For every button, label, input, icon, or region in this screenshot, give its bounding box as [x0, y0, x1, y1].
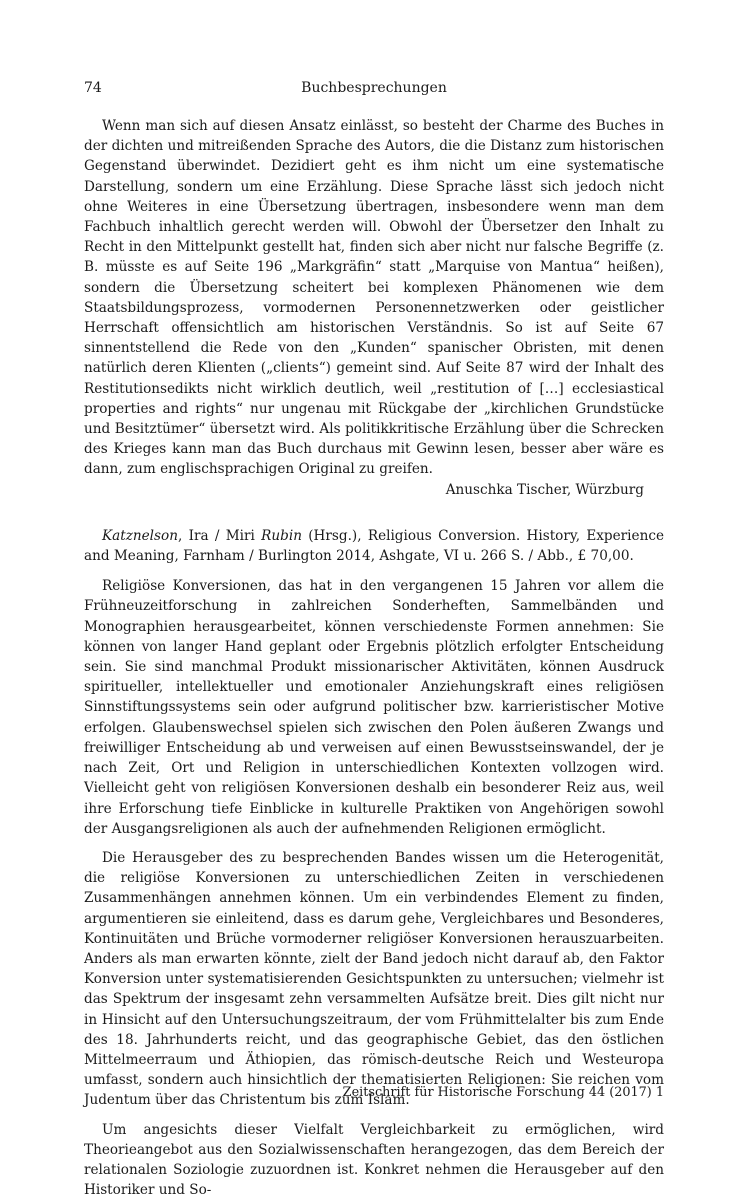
review-tischer: [84, 116, 664, 500]
book-citation: [84, 526, 664, 566]
running-title: Buchbesprechungen: [301, 80, 447, 96]
body-paragraph: Wenn man sich auf diesen Ansatz einlässt, so besteht der Charme des Buches in der dichten und mitreißenden Sprache des Autors, die die Distanz zum historischen Gegenstand überwindet. Dezidiert geht es ihm nicht um eine systematische Darstellung, sondern um eine Erzählung. Diese Sprache lässt sich jedoch nicht ohne Weiteres in eine Übersetzung übertragen, insbesondere wenn man dem Fachbuch inhaltlich gerecht werden will. Obwohl der Übersetzer den Inhalt zu Recht in den Mittelpunkt gestellt hat, finden sich aber nicht nur falsche Begriffe (z. B. müsste es auf Seite 196 „Markgräfin“ statt „Marquise von Mantua“ heißen), sondern die Übersetzung scheitert bei komplexen Phänomenen wie dem Staatsbildungsprozess, vormodernen Personennetzwerken oder geistlicher Herrschaft offensichtlich am historischen Verständnis. So ist auf Seite 67 sinnentstellend die Rede von den „Kunden“ spanischer Obristen, mit denen natürlich deren Klienten („clients“) gemeint sind. Auf Seite 87 wird der Inhalt des Restitutionsedikts nicht wirklich deutlich, weil „restitution of […] ecclesiastical properties and rights“ nur ungenau mit Rückgabe der „kirchlichen Grundstücke und Besitztümer“ übersetzt wird. Als politikkritische Erzählung über die Schrecken des Krieges kann man das Buch durchaus mit Gewinn lesen, besser aber wäre es dann, zum englischsprachigen Original zu greifen.: [84, 118, 664, 478]
journal-footer: Zeitschrift für Historische Forschung 44 (2017) 1: [342, 1085, 664, 1100]
body-paragraph: Um angesichts dieser Vielfalt Vergleichbarkeit zu ermöglichen, wird Theorieangebot aus den Sozialwissenschaften herangezogen, das dem Bereich der relationalen Soziologie zuzuordnen ist. Konkret nehmen die Herausgeber auf den Historiker und So-: [84, 1121, 664, 1199]
page-number: 74: [84, 80, 102, 96]
page: [84, 80, 664, 1200]
author-rest: , Ira / Miri: [177, 527, 262, 544]
author-surname: Rubin: [261, 527, 302, 544]
running-head: [84, 80, 664, 102]
body-paragraph: Religiöse Konversionen, das hat in den vergangenen 15 Jahren vor allem die Frühneuzeitforschung in zahlreichen Sonderheften, Sammelbänden und Monographien herausgearbeitet, können verschiedenste Formen annehmen: Sie können von langer Hand geplant oder Ergebnis plötzlich erfolgter Entscheidung sein. Sie sind manchmal Produkt missionarischer Aktivitäten, können Ausdruck spiritueller, intellektueller und emotionaler Anziehungskraft eines religiösen Sinnstiftungssystems sein oder aufgrund politischer bzw. karrieristischer Motive erfolgen. Glaubenswechsel spielen sich zwischen den Polen äußeren Zwangs und freiwilliger Entscheidung ab und verweisen auf einen Bewusstseinswandel, der je nach Zeit, Ort und Religion in unterschiedlichen Kontexten vollzogen wird. Vielleicht geht von religiösen Konversionen deshalb ein besonderer Reiz aus, weil ihre Erforschung tiefe Einblicke in kulturelle Praktiken von Angehörigen sowohl der Ausgangsreligionen als auch der aufnehmenden Religionen ermöglicht.: [84, 578, 664, 837]
review-katznelson: [84, 576, 664, 1200]
body-paragraph: Die Herausgeber des zu besprechenden Bandes wissen um die Heterogenität, die religiöse Konversionen zu unterschiedlichen Zeiten in verschiedenen Zusammenhängen annehmen können. Um ein verbindendes Element zu finden, argumentieren sie einleitend, dass es darum gehe, Vergleichbares und Besonderes, Kontinuitäten und Brüche vormoderner religiöser Konversionen herauszuarbeiten. Anders als man erwarten könnte, zielt der Band jedoch nicht darauf ab, den Faktor Konversion unter systematisierenden Gesichtspunkten zu untersuchen; vielmehr ist das Spektrum der insgesamt zehn versammelten Aufsätze breit. Dies gilt nicht nur in Hinsicht auf den Untersuchungszeitraum, der vom Frühmittelalter bis zum Ende des 18. Jahrhunderts reicht, und das geographische Gebiet, das den östlichen Mittelmeerraum und Äthiopien, das römisch-deutsche Reich und Westeuropa umfasst, sondern auch hinsichtlich der thematisierten Religionen: Sie reichen vom Judentum über das Christentum bis zum Islam.: [84, 849, 664, 1109]
citation-details: (Hrsg.), Religious Conversion. History, Experience and Meaning, Farnham / Burlington 2014, Ashgate, VI u. 266 S. / Abb., £ 70,00.: [84, 527, 664, 565]
author-surname: Katznelson: [102, 527, 178, 544]
reviewer-signature: Anuschka Tischer, Würzburg: [445, 481, 644, 498]
